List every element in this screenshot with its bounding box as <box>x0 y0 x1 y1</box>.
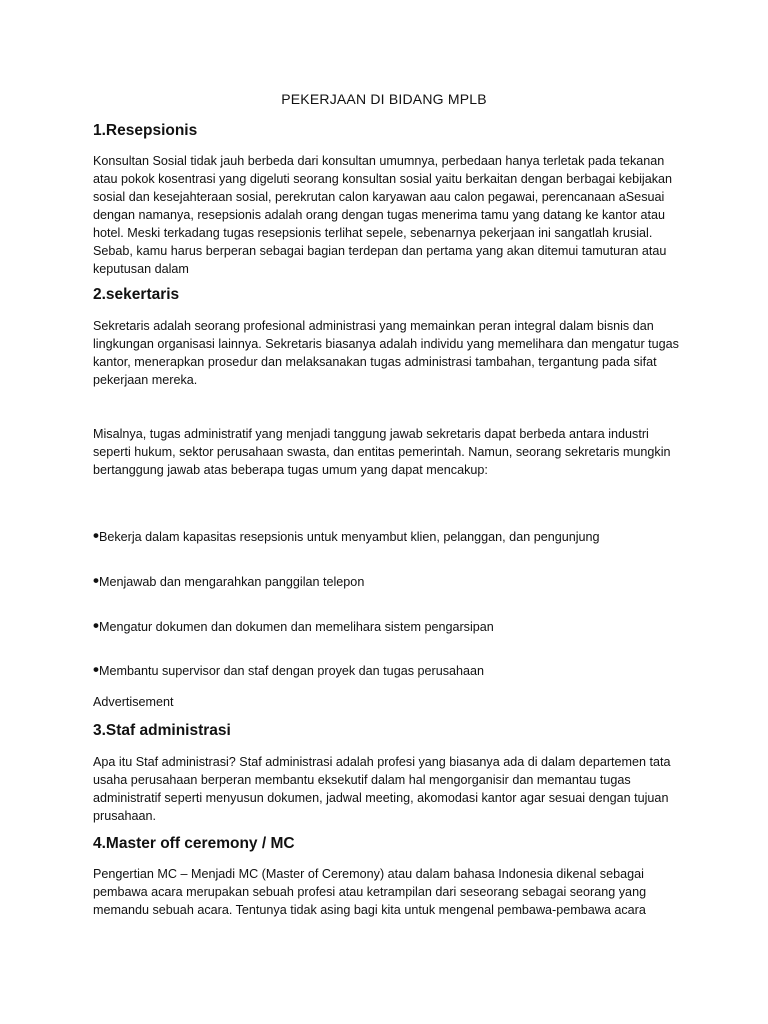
paragraph-mc: Pengertian MC – Menjadi MC (Master of Ceremony) atau dalam bahasa Indonesia dikenal sebagai pembawa acara merupakan sebuah profesi atau ketrampilan dari seseorang sebagai seorang yang memandu sebuah acara. Tentunya tidak asing bagi kita untuk mengenal pembawa-pembawa acara <box>93 867 647 917</box>
advertisement-note: Advertisement <box>93 695 174 709</box>
section-heading-resepsionis: 1.Resepsionis <box>93 122 198 139</box>
list-item-text: Menjawab dan mengarahkan panggilan telepon <box>98 575 365 589</box>
bullet-marker: • <box>93 571 99 590</box>
section-heading-sekertaris: 2.sekertaris <box>93 286 180 303</box>
paragraph-sekretaris-2: Misalnya, tugas administratif yang menjadi tanggung jawab sekretaris dapat berbeda antara industri seperti hukum, sektor perusahaan swasta, dan entitas pemerintah. Namun, seorang sekretaris mungkin bertanggung jawab atas beberapa tugas umum yang dapat mencakup: <box>93 427 671 477</box>
bullet-marker: • <box>93 616 99 635</box>
list-item <box>93 661 484 680</box>
list-item-text: Bekerja dalam kapasitas resepsionis untuk menyambut klien, pelanggan, dan pengunjung <box>98 530 600 544</box>
paragraph-resepsionis: Konsultan Sosial tidak jauh berbeda dari konsultan umumnya, perbedaan hanya terletak pada tekanan atau pokok kosentrasi yang digeluti seorang konsultan sosial yaitu berkaitan dengan berbagai kebijakan sosial dan kesejahteraan sosial, perekrutan calon karyawan aau calon pegawai, perencanaan aSesuai dengan namanya, resepsionis adalah orang dengan tugas menerima tamu yang datang ke kantor atau hotel. Meski terkadang tugas resepsionis terlihat sepele, sebenarnya pekerjaan ini sangatlah krusial. Sebab, kamu harus berperan sebagai bagian terdepan dan pertama yang akan ditemui tamuturan atau keputusan dalam <box>93 154 672 276</box>
paragraph-staf-administrasi: Apa itu Staf administrasi? Staf administrasi adalah profesi yang biasanya ada di dalam departemen tata usaha perusahaan berperan membantu eksekutif dalam hal mengorganisir dan memantau tugas administratif seperti menyusun dokumen, jadwal meeting, akomodasi kantor agar sesuai dengan tujuan prusahaan. <box>93 755 671 823</box>
section-heading-staf-administrasi: 3.Staf administrasi <box>93 722 231 739</box>
list-item <box>93 617 494 636</box>
document-title: PEKERJAAN DI BIDANG MPLB <box>281 91 487 107</box>
list-item-text: Membantu supervisor dan staf dengan proyek dan tugas perusahaan <box>98 664 485 678</box>
bullet-marker: • <box>93 660 99 679</box>
section-heading-mc: 4.Master off ceremony / MC <box>93 835 295 852</box>
list-item <box>93 527 600 546</box>
list-item-text: Mengatur dokumen dan dokumen dan memelihara sistem pengarsipan <box>98 620 494 634</box>
list-item <box>93 572 364 591</box>
bullet-marker: • <box>93 526 99 545</box>
paragraph-sekretaris-1: Sekretaris adalah seorang profesional administrasi yang memainkan peran integral dalam bisnis dan lingkungan organisasi lainnya. Sekretaris biasanya adalah individu yang memelihara dan mengatur tugas kantor, menerapkan prosedur dan melaksanakan tugas administrasi tambahan, tergantung pada sifat pekerjaan mereka. <box>93 319 679 387</box>
